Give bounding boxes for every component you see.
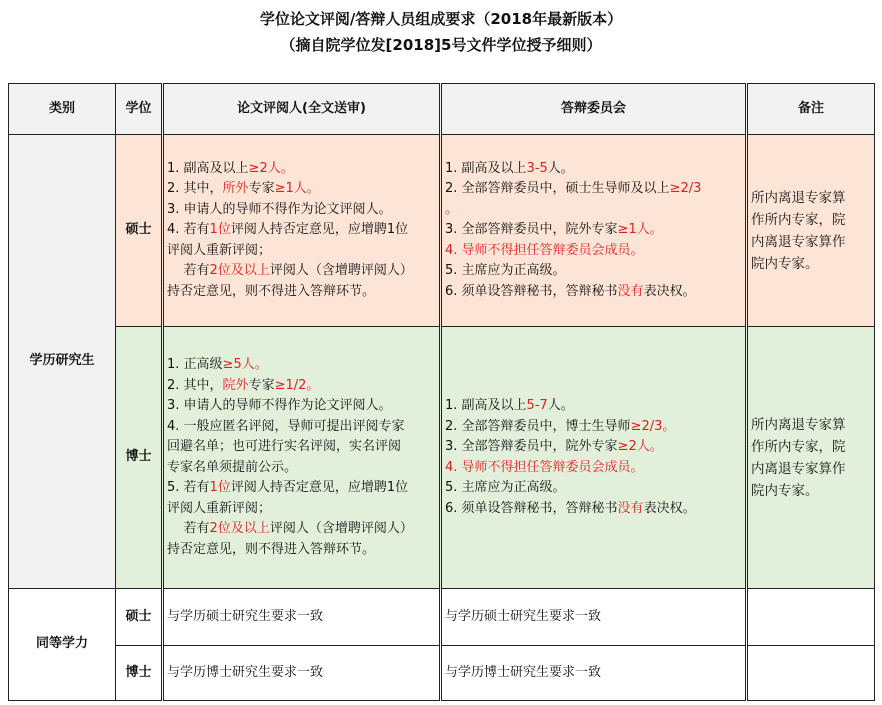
text-segment: 2. 其中， <box>167 377 223 393</box>
highlight-text: 4. 导师不得担任答辩委员会成员。 <box>445 242 644 258</box>
degree-equivalent-doctor: 博士 <box>116 646 163 701</box>
note-academic-master <box>747 135 875 327</box>
highlight-text: 没有 <box>617 283 644 299</box>
committee-academic-doctor <box>441 327 747 589</box>
text-line <box>167 200 436 221</box>
text-segment: 持否定意见，则不得进入答辩环节。 <box>167 283 376 299</box>
header-category: 类别 <box>9 84 116 135</box>
highlight-text: ≥2/3 <box>669 181 702 197</box>
text-segment: 评阅人持否定意见，应增聘1位 <box>230 480 409 495</box>
text-line <box>445 261 742 282</box>
highlight-text: 4. 导师不得担任答辩委员会成员。 <box>445 459 644 475</box>
text-line <box>167 458 436 479</box>
highlight-text: ≥1/2。 <box>274 377 320 393</box>
text-line <box>445 179 742 200</box>
text-segment: 专家 <box>248 181 275 197</box>
text-segment: 评阅人持否定意见，应增聘1位 <box>230 222 409 238</box>
text-segment: 2. 全部答辩委员中，硕士生导师及以上 <box>445 181 670 197</box>
text-line: 内离退专家算作 <box>751 233 846 250</box>
highlight-text: ≥2人。 <box>248 160 294 176</box>
table-row-academic-doctor <box>9 327 875 589</box>
text-segment: 3. 全部答辩委员中，院外专家 <box>445 222 618 238</box>
text-line <box>167 376 436 397</box>
text-line: 所内离退专家算 <box>751 416 846 433</box>
degree-academic-master: 硕士 <box>116 135 163 327</box>
table-row-equivalent-doctor <box>9 646 875 701</box>
highlight-text: 2位及以上 <box>209 263 270 279</box>
reviewers-academic-master <box>163 135 441 327</box>
committee-equivalent-master: 与学历硕士研究生要求一致 <box>441 589 747 646</box>
highlight-text: ≥5人。 <box>222 357 268 372</box>
text-line <box>167 396 436 417</box>
text-line <box>167 241 436 262</box>
text-segment: 1. 副高及以上 <box>445 398 527 413</box>
text-line <box>445 458 742 479</box>
text-line <box>167 282 436 303</box>
text-line <box>167 179 436 200</box>
text-segment: 2. 全部答辩委员中，博士生导师 <box>445 418 631 434</box>
highlight-text: ≥1人。 <box>617 222 663 238</box>
degree-academic-doctor: 博士 <box>116 327 163 589</box>
note-equivalent-master <box>747 589 875 646</box>
page-subtitle: （摘自院学位发[2018]5号文件学位授予细则） <box>280 36 602 54</box>
text-segment: 1. 副高及以上 <box>445 160 527 176</box>
text-line <box>445 220 742 241</box>
text-segment: 3. 申请人的导师不得作为论文评阅人。 <box>167 398 392 413</box>
text-segment: 表决权。 <box>643 500 696 516</box>
highlight-text: 2位及以上 <box>209 521 270 536</box>
header-committee: 答辩委员会 <box>441 84 747 135</box>
text-line <box>167 478 436 499</box>
highlight-text: ≥2人。 <box>617 439 663 454</box>
text-segment: 专家名单须提前公示。 <box>167 459 298 475</box>
text-segment: 回避名单；也可进行实名评阅，实名评阅 <box>167 439 402 454</box>
text-segment: 表决权。 <box>643 283 696 299</box>
header-reviewers: 论文评阅人(全文送审) <box>163 84 441 135</box>
text-segment: 专家 <box>248 377 275 393</box>
highlight-text: 1位 <box>209 222 231 238</box>
text-segment: 3. 全部答辩委员中，院外专家 <box>445 439 618 454</box>
text-line <box>445 417 742 438</box>
text-segment: 评阅人（含增聘评阅人） <box>269 521 413 536</box>
text-segment: 人。 <box>547 160 574 176</box>
degree-equivalent-master: 硕士 <box>116 589 163 646</box>
table-row-academic-master <box>9 135 875 327</box>
text-line <box>167 261 436 282</box>
reviewers-equivalent-master: 与学历硕士研究生要求一致 <box>163 589 441 646</box>
highlight-text: 1位 <box>209 480 231 495</box>
text-segment: 5. 主席应为正高级。 <box>445 263 566 279</box>
text-segment: 评阅人重新评阅； <box>167 242 272 258</box>
committee-academic-master <box>441 135 747 327</box>
header-notes: 备注 <box>747 84 875 135</box>
text-line <box>445 282 742 303</box>
text-segment: 评阅人（含增聘评阅人） <box>269 263 413 279</box>
text-line <box>445 241 742 262</box>
text-line <box>167 519 436 540</box>
text-line <box>167 417 436 438</box>
highlight-text: 5-7 <box>526 398 548 413</box>
reviewers-academic-doctor <box>163 327 441 589</box>
text-line <box>445 478 742 499</box>
text-line <box>445 437 742 458</box>
text-line <box>167 540 436 561</box>
highlight-text: ≥2/3。 <box>630 418 676 434</box>
text-segment: 5. 若有 <box>167 480 210 495</box>
header-degree: 学位 <box>116 84 163 135</box>
highlight-text: 所外 <box>222 181 249 197</box>
text-segment: 4. 若有 <box>167 222 210 238</box>
text-line <box>445 159 742 180</box>
text-segment: 若有 <box>167 521 210 536</box>
page-title: 学位论文评阅/答辩人员组成要求（2018年最新版本） <box>259 10 623 28</box>
text-segment: 5. 主席应为正高级。 <box>445 480 566 495</box>
text-segment: 6. 须单设答辩秘书，答辩秘书 <box>445 283 618 299</box>
category-academic: 学历研究生 <box>9 135 116 589</box>
text-line <box>167 220 436 241</box>
highlight-text: 。 <box>445 201 459 217</box>
category-equivalent: 同等学力 <box>9 589 116 701</box>
text-line <box>445 499 742 520</box>
text-line: 内离退专家算作 <box>751 460 846 477</box>
highlight-text: 3-5 <box>526 160 548 176</box>
text-segment: 人。 <box>547 398 574 413</box>
text-line: 所内离退专家算 <box>751 189 846 206</box>
text-segment: 1. 副高及以上 <box>167 160 249 176</box>
text-segment: 1. 正高级 <box>167 357 223 372</box>
text-segment: 评阅人重新评阅； <box>167 500 272 516</box>
text-line: 作所内专家，院 <box>751 438 846 455</box>
text-line <box>445 200 742 221</box>
table-row-equivalent-master <box>9 589 875 646</box>
text-line: 院内专家。 <box>751 482 819 499</box>
text-segment: 3. 申请人的导师不得作为论文评阅人。 <box>167 201 392 217</box>
text-line <box>445 396 742 417</box>
text-line: 院内专家。 <box>751 255 819 272</box>
text-line <box>167 499 436 520</box>
reviewers-equivalent-doctor: 与学历博士研究生要求一致 <box>163 646 441 701</box>
text-segment: 若有 <box>167 263 210 279</box>
text-segment: 2. 其中， <box>167 181 223 197</box>
text-segment: 4. 一般应匿名评阅，导师可提出评阅专家 <box>167 418 405 434</box>
text-segment: 持否定意见，则不得进入答辩环节。 <box>167 541 376 557</box>
highlight-text: 院外 <box>222 377 249 393</box>
highlight-text: 没有 <box>617 500 644 516</box>
requirements-table <box>8 83 875 701</box>
text-segment: 6. 须单设答辩秘书，答辩秘书 <box>445 500 618 516</box>
text-line <box>167 437 436 458</box>
highlight-text: ≥1人。 <box>274 181 320 197</box>
header-row <box>9 84 875 135</box>
note-equivalent-doctor <box>747 646 875 701</box>
text-line <box>167 355 436 376</box>
note-academic-doctor <box>747 327 875 589</box>
text-line: 作所内专家，院 <box>751 211 846 228</box>
text-line <box>167 159 436 180</box>
committee-equivalent-doctor: 与学历博士研究生要求一致 <box>441 646 747 701</box>
